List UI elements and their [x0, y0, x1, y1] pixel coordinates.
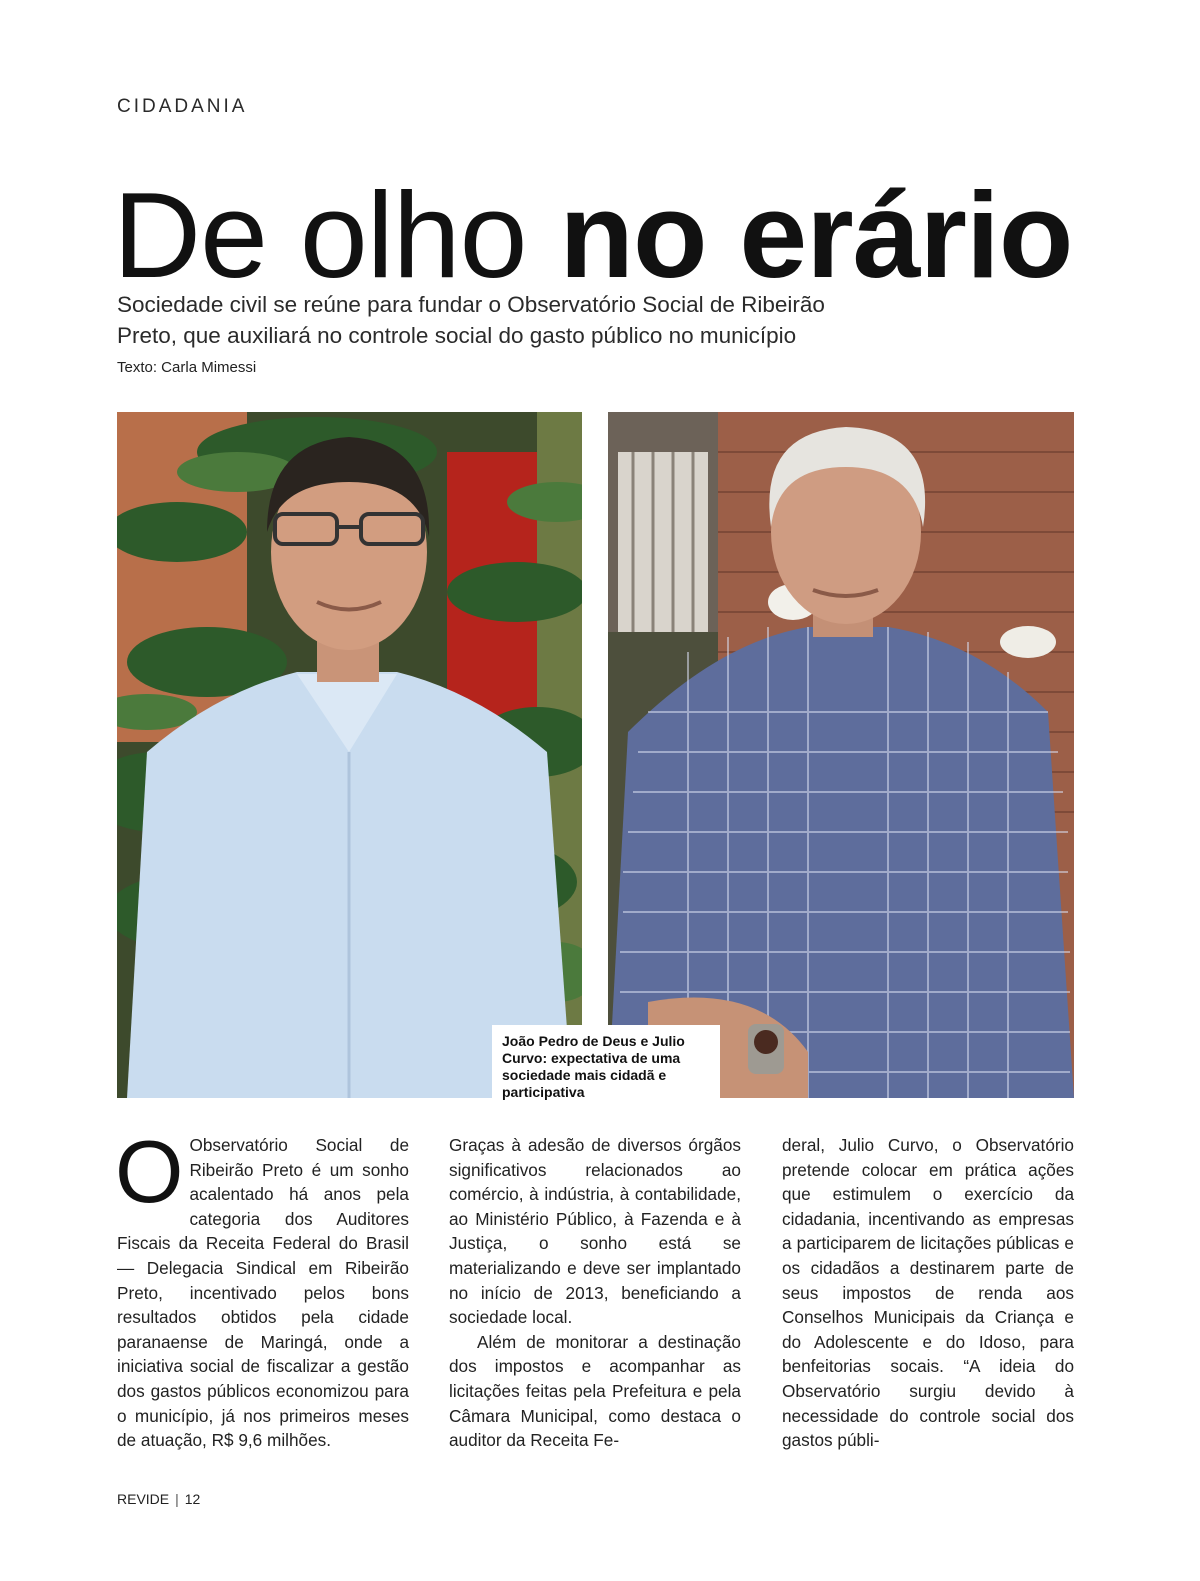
article-subtitle: Sociedade civil se reúne para fundar o Observatório Social de Ribeirão Preto, que auxiliará no controle social do gasto público no município: [117, 292, 825, 348]
footer-separator: |: [175, 1491, 179, 1507]
publication-name: REVIDE: [117, 1491, 170, 1507]
page-footer: [117, 1491, 200, 1507]
article-title: [113, 160, 1113, 310]
body-paragraph: Observatório Social de Ribeirão Preto é um sonho acalentado há anos pela categoria dos Auditores Fiscais da Receita Federal do Brasil — Delegacia Sindical em Ribeirão Preto, incentivado pelos bons resultados obtidos pela cidade paranaense de Maringá, onde a iniciativa social de fiscalizar a gestão dos gastos públicos economizou para o município, já nos primeiros meses de atuação, R$ 9,6 milhões.: [117, 1135, 409, 1451]
body-column-3: [782, 1133, 1074, 1453]
photo-joao-pedro: [117, 412, 582, 1098]
body-column-1: [115, 1122, 409, 1453]
drop-cap: O: [115, 1122, 184, 1221]
title-light: De olho: [113, 167, 527, 303]
body-paragraph: Além de monitorar a destinação dos impostos e acompanhar as licitações feitas pela Prefeitura e pela Câmara Municipal, como destaca o auditor da Receita Fe-: [449, 1331, 741, 1451]
body-paragraph: Graças à adesão de diversos órgãos significativos relacionados ao comércio, à indústria, à contabilidade, ao Ministério Público, à Fazenda e à Justiça, o sonho está se materializando e deve ser implantado no início de 2013, beneficiando a sociedade local.: [449, 1135, 741, 1328]
title-bold: no erário: [559, 167, 1073, 303]
page-number: 12: [184, 1491, 201, 1507]
body-paragraph: deral, Julio Curvo, o Observatório pretende colocar em prática ações que estimulem o exercício da cidadania, incentivando as empresas a participarem de licitações públicas e os cidadãos a destinarem parte de seus impostos de renda aos Conselhos Municipais da Criança e do Adolescente e do Idoso, para benfeitorias socais. “A ideia do Observatório surgiu devido à necessidade do controle social dos gastos públi-: [782, 1135, 1074, 1451]
section-label: CIDADANIA: [117, 96, 248, 117]
byline: Texto: Carla Mimessi: [117, 359, 257, 376]
photo-julio-curvo: [608, 412, 1074, 1098]
body-column-2: [449, 1133, 741, 1453]
photo-caption: João Pedro de Deus e Julio Curvo: expectativa de uma sociedade mais cidadã e participativa: [492, 1025, 720, 1107]
